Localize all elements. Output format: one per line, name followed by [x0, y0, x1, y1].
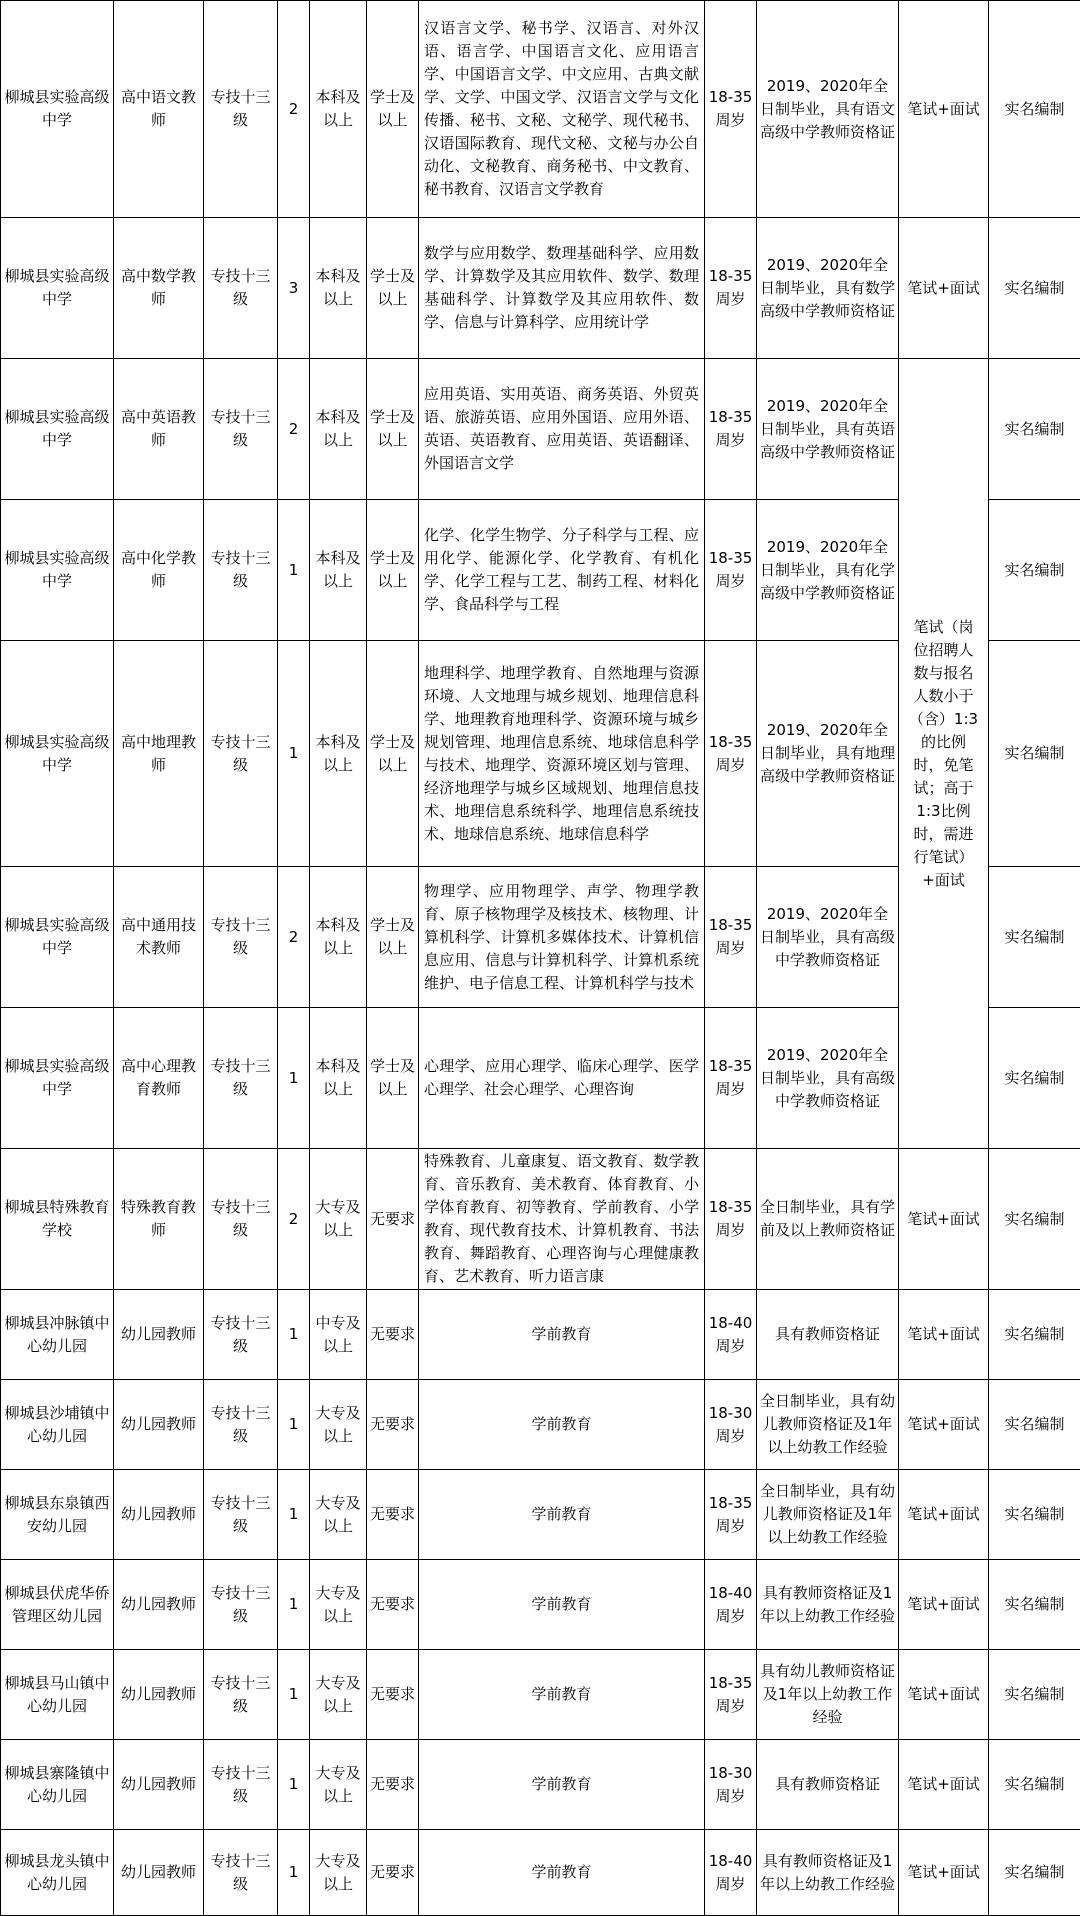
education-cell: 本科及以上	[310, 359, 367, 500]
education-cell: 大专及以上	[310, 1740, 367, 1830]
employer-cell: 柳城县实验高级中学	[1, 1, 114, 218]
headcount-cell: 1	[278, 1830, 310, 1916]
table-row	[1, 218, 1080, 359]
degree-cell: 无要求	[367, 1560, 419, 1650]
employer-cell: 柳城县沙埔镇中心幼儿园	[1, 1380, 114, 1470]
majors-cell: 地理科学、地理学教育、自然地理与资源环境、人文地理与城乡规划、地理信息科学、地理教育地理科学、资源环境与城乡规划管理、地理信息系统、地球信息科学与技术、地理学、资源环境区划与管理、经济地理学与城乡区域规划、地理信息技术、地理信息系统科学、地理信息系统技术、地球信息系统、地球信息科学	[419, 641, 705, 867]
headcount-cell: 1	[278, 1290, 310, 1380]
employer-cell: 柳城县实验高级中学	[1, 1008, 114, 1149]
table-row	[1, 1380, 1080, 1470]
headcount-cell: 1	[278, 1380, 310, 1470]
grade-cell: 专技十三级	[204, 218, 278, 359]
grade-cell: 专技十三级	[204, 359, 278, 500]
position-cell: 幼儿园教师	[114, 1650, 204, 1740]
position-cell: 高中语文教师	[114, 1, 204, 218]
grade-cell: 专技十三级	[204, 1650, 278, 1740]
staffing-type-cell: 实名编制	[989, 1008, 1080, 1149]
staffing-type-cell: 实名编制	[989, 1290, 1080, 1380]
employer-cell: 柳城县寨隆镇中心幼儿园	[1, 1740, 114, 1830]
majors-cell: 学前教育	[419, 1830, 705, 1916]
table-row	[1, 1470, 1080, 1560]
employer-cell: 柳城县特殊教育学校	[1, 1149, 114, 1290]
degree-cell: 无要求	[367, 1290, 419, 1380]
table-body	[1, 1, 1080, 1916]
education-cell: 大专及以上	[310, 1380, 367, 1470]
headcount-cell: 3	[278, 218, 310, 359]
headcount-cell: 1	[278, 641, 310, 867]
headcount-cell: 1	[278, 1008, 310, 1149]
headcount-cell: 1	[278, 500, 310, 641]
majors-cell: 心理学、应用心理学、临床心理学、医学心理学、社会心理学、心理咨询	[419, 1008, 705, 1149]
majors-cell: 应用英语、实用英语、商务英语、外贸英语、旅游英语、应用外国语、应用外语、英语、英语教育、应用英语、英语翻译、外国语言文学	[419, 359, 705, 500]
staffing-type-cell: 实名编制	[989, 1560, 1080, 1650]
age-cell: 18-30周岁	[705, 1740, 757, 1830]
majors-cell: 学前教育	[419, 1470, 705, 1560]
degree-cell: 学士及以上	[367, 1, 419, 218]
staffing-type-cell: 实名编制	[989, 1, 1080, 218]
education-cell: 本科及以上	[310, 1, 367, 218]
degree-cell: 学士及以上	[367, 867, 419, 1008]
majors-cell: 汉语言文学、秘书学、汉语言、对外汉语、语言学、中国语言文化、应用语言学、中国语言文学、中文应用、古典文献学、文学、中国文学、汉语言文学与文化传播、秘书、文秘、文秘学、现代秘书、汉语国际教育、现代文秘、文秘与办公自动化、文秘教育、商务秘书、中文教育、秘书教育、汉语言文学教育	[419, 1, 705, 218]
exam-method-cell: 笔试+面试	[899, 1290, 989, 1380]
other-requirements-cell: 2019、2020年全日制毕业，具有地理高级中学教师资格证	[757, 641, 899, 867]
age-cell: 18-35周岁	[705, 218, 757, 359]
grade-cell: 专技十三级	[204, 1380, 278, 1470]
degree-cell: 无要求	[367, 1650, 419, 1740]
degree-cell: 学士及以上	[367, 218, 419, 359]
education-cell: 大专及以上	[310, 1149, 367, 1290]
headcount-cell: 2	[278, 1149, 310, 1290]
education-cell: 大专及以上	[310, 1830, 367, 1916]
staffing-type-cell: 实名编制	[989, 1149, 1080, 1290]
degree-cell: 无要求	[367, 1380, 419, 1470]
education-cell: 大专及以上	[310, 1650, 367, 1740]
position-cell: 特殊教育教师	[114, 1149, 204, 1290]
degree-cell: 无要求	[367, 1740, 419, 1830]
position-cell: 幼儿园教师	[114, 1830, 204, 1916]
age-cell: 18-35周岁	[705, 359, 757, 500]
exam-method-cell: 笔试+面试	[899, 1380, 989, 1470]
staffing-type-cell: 实名编制	[989, 218, 1080, 359]
staffing-type-cell: 实名编制	[989, 1650, 1080, 1740]
exam-method-cell: 笔试+面试	[899, 1470, 989, 1560]
staffing-type-cell: 实名编制	[989, 500, 1080, 641]
staffing-type-cell: 实名编制	[989, 867, 1080, 1008]
position-cell: 高中地理教师	[114, 641, 204, 867]
education-cell: 本科及以上	[310, 218, 367, 359]
employer-cell: 柳城县伏虎华侨管理区幼儿园	[1, 1560, 114, 1650]
degree-cell: 无要求	[367, 1470, 419, 1560]
age-cell: 18-35周岁	[705, 867, 757, 1008]
grade-cell: 专技十三级	[204, 1, 278, 218]
other-requirements-cell: 全日制毕业，具有幼儿教师资格证及1年以上幼教工作经验	[757, 1470, 899, 1560]
other-requirements-cell: 全日制毕业，具有学前及以上教师资格证	[757, 1149, 899, 1290]
staffing-type-cell: 实名编制	[989, 641, 1080, 867]
age-cell: 18-35周岁	[705, 1149, 757, 1290]
table-row	[1, 1560, 1080, 1650]
other-requirements-cell: 2019、2020年全日制毕业，具有高级中学教师资格证	[757, 867, 899, 1008]
education-cell: 本科及以上	[310, 867, 367, 1008]
grade-cell: 专技十三级	[204, 867, 278, 1008]
degree-cell: 无要求	[367, 1149, 419, 1290]
grade-cell: 专技十三级	[204, 1560, 278, 1650]
exam-method-cell: 笔试+面试	[899, 1560, 989, 1650]
age-cell: 18-35周岁	[705, 1470, 757, 1560]
education-cell: 本科及以上	[310, 641, 367, 867]
other-requirements-cell: 全日制毕业，具有幼儿教师资格证及1年以上幼教工作经验	[757, 1380, 899, 1470]
position-cell: 高中英语教师	[114, 359, 204, 500]
employer-cell: 柳城县实验高级中学	[1, 500, 114, 641]
majors-cell: 学前教育	[419, 1380, 705, 1470]
other-requirements-cell: 具有教师资格证	[757, 1740, 899, 1830]
position-cell: 幼儿园教师	[114, 1380, 204, 1470]
other-requirements-cell: 2019、2020年全日制毕业，具有高级中学教师资格证	[757, 1008, 899, 1149]
degree-cell: 学士及以上	[367, 1008, 419, 1149]
headcount-cell: 2	[278, 359, 310, 500]
majors-cell: 化学、化学生物学、分子科学与工程、应用化学、能源化学、化学教育、有机化学、化学工程与工艺、制药工程、材料化学、食品科学与工程	[419, 500, 705, 641]
education-cell: 大专及以上	[310, 1470, 367, 1560]
position-cell: 高中心理教育教师	[114, 1008, 204, 1149]
employer-cell: 柳城县龙头镇中心幼儿园	[1, 1830, 114, 1916]
majors-cell: 学前教育	[419, 1560, 705, 1650]
staffing-type-cell: 实名编制	[989, 1470, 1080, 1560]
employer-cell: 柳城县冲脉镇中心幼儿园	[1, 1290, 114, 1380]
other-requirements-cell: 具有教师资格证及1年以上幼教工作经验	[757, 1560, 899, 1650]
education-cell: 大专及以上	[310, 1560, 367, 1650]
grade-cell: 专技十三级	[204, 1470, 278, 1560]
table-row	[1, 1, 1080, 218]
exam-method-cell: 笔试+面试	[899, 1149, 989, 1290]
headcount-cell: 2	[278, 1, 310, 218]
headcount-cell: 1	[278, 1740, 310, 1830]
grade-cell: 专技十三级	[204, 1740, 278, 1830]
position-cell: 高中数学教师	[114, 218, 204, 359]
majors-cell: 特殊教育、儿童康复、语文教育、数学教育、音乐教育、美术教育、体育教育、小学体育教育、初等教育、学前教育、小学教育、现代教育技术、计算机教育、书法教育、舞蹈教育、心理咨询与心理健康教育、艺术教育、听力语言康	[419, 1149, 705, 1290]
majors-cell: 数学与应用数学、数理基础科学、应用数学、计算数学及其应用软件、数学、数理基础科学、计算数学及其应用软件、数学、信息与计算科学、应用统计学	[419, 218, 705, 359]
other-requirements-cell: 具有幼儿教师资格证及1年以上幼教工作经验	[757, 1650, 899, 1740]
grade-cell: 专技十三级	[204, 1149, 278, 1290]
education-cell: 本科及以上	[310, 500, 367, 641]
grade-cell: 专技十三级	[204, 500, 278, 641]
majors-cell: 学前教育	[419, 1290, 705, 1380]
exam-method-cell: 笔试+面试	[899, 218, 989, 359]
position-cell: 高中化学教师	[114, 500, 204, 641]
employer-cell: 柳城县实验高级中学	[1, 359, 114, 500]
majors-cell: 学前教育	[419, 1650, 705, 1740]
headcount-cell: 1	[278, 1650, 310, 1740]
position-cell: 幼儿园教师	[114, 1290, 204, 1380]
exam-method-cell: 笔试+面试	[899, 1740, 989, 1830]
degree-cell: 学士及以上	[367, 641, 419, 867]
position-cell: 幼儿园教师	[114, 1560, 204, 1650]
headcount-cell: 1	[278, 1470, 310, 1560]
grade-cell: 专技十三级	[204, 1290, 278, 1380]
age-cell: 18-40周岁	[705, 1830, 757, 1916]
age-cell: 18-40周岁	[705, 1560, 757, 1650]
exam-method-cell: 笔试+面试	[899, 1650, 989, 1740]
employer-cell: 柳城县实验高级中学	[1, 218, 114, 359]
age-cell: 18-40周岁	[705, 1290, 757, 1380]
age-cell: 18-35周岁	[705, 641, 757, 867]
majors-cell: 物理学、应用物理学、声学、物理学教育、原子核物理学及核技术、核物理、计算机科学、计算机多媒体技术、计算机信息应用、信息与计算机科学、计算机系统维护、电子信息工程、计算机科学与技术	[419, 867, 705, 1008]
staffing-type-cell: 实名编制	[989, 359, 1080, 500]
employer-cell: 柳城县马山镇中心幼儿园	[1, 1650, 114, 1740]
education-cell: 中专及以上	[310, 1290, 367, 1380]
employer-cell: 柳城县实验高级中学	[1, 867, 114, 1008]
position-cell: 高中通用技术教师	[114, 867, 204, 1008]
table-row	[1, 1149, 1080, 1290]
other-requirements-cell: 2019、2020年全日制毕业，具有英语高级中学教师资格证	[757, 359, 899, 500]
exam-method-cell: 笔试+面试	[899, 1830, 989, 1916]
table-row	[1, 1830, 1080, 1916]
other-requirements-cell: 2019、2020年全日制毕业，具有数学高级中学教师资格证	[757, 218, 899, 359]
majors-cell: 学前教育	[419, 1740, 705, 1830]
grade-cell: 专技十三级	[204, 1830, 278, 1916]
staffing-type-cell: 实名编制	[989, 1830, 1080, 1916]
table-row	[1, 1290, 1080, 1380]
education-cell: 本科及以上	[310, 1008, 367, 1149]
age-cell: 18-35周岁	[705, 500, 757, 641]
headcount-cell: 1	[278, 1560, 310, 1650]
table-row	[1, 1650, 1080, 1740]
other-requirements-cell: 具有教师资格证	[757, 1290, 899, 1380]
exam-method-merged-cell: 笔试（岗位招聘人数与报名人数小于（含）1:3的比例时，免笔试；高于1:3比例时，需进行笔试）+面试	[899, 359, 989, 1149]
headcount-cell: 2	[278, 867, 310, 1008]
staffing-type-cell: 实名编制	[989, 1740, 1080, 1830]
age-cell: 18-35周岁	[705, 1, 757, 218]
position-cell: 幼儿园教师	[114, 1470, 204, 1560]
degree-cell: 学士及以上	[367, 359, 419, 500]
exam-method-cell: 笔试+面试	[899, 1, 989, 218]
age-cell: 18-30周岁	[705, 1380, 757, 1470]
age-cell: 18-35周岁	[705, 1650, 757, 1740]
grade-cell: 专技十三级	[204, 641, 278, 867]
employer-cell: 柳城县实验高级中学	[1, 641, 114, 867]
other-requirements-cell: 2019、2020年全日制毕业，具有语文高级中学教师资格证	[757, 1, 899, 218]
position-cell: 幼儿园教师	[114, 1740, 204, 1830]
degree-cell: 无要求	[367, 1830, 419, 1916]
table-row	[1, 1740, 1080, 1830]
table-row	[1, 359, 1080, 500]
age-cell: 18-35周岁	[705, 1008, 757, 1149]
employer-cell: 柳城县东泉镇西安幼儿园	[1, 1470, 114, 1560]
other-requirements-cell: 具有教师资格证及1年以上幼教工作经验	[757, 1830, 899, 1916]
grade-cell: 专技十三级	[204, 1008, 278, 1149]
staffing-type-cell: 实名编制	[989, 1380, 1080, 1470]
degree-cell: 学士及以上	[367, 500, 419, 641]
other-requirements-cell: 2019、2020年全日制毕业，具有化学高级中学教师资格证	[757, 500, 899, 641]
